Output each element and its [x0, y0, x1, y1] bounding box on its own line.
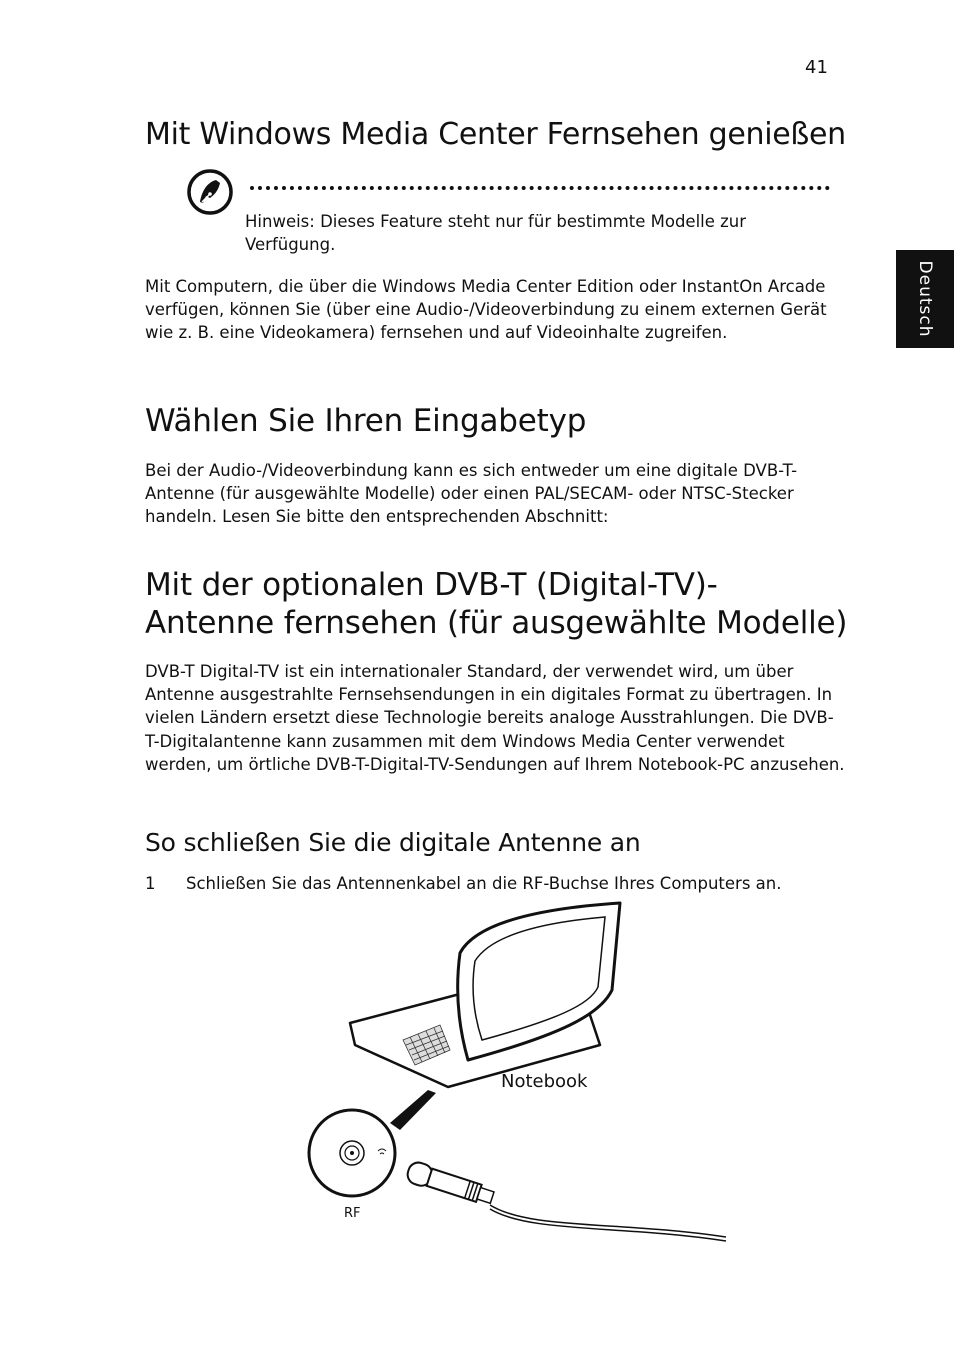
connect-heading: So schließen Sie die digitale Antenne an [145, 828, 641, 857]
dvbt-heading-line1: Mit der optionalen DVB-T (Digital-TV)- [145, 567, 718, 603]
note-label: Hinweis: [245, 212, 315, 231]
dvbt-heading-line2: Antenne fernsehen (für ausgewählte Modelle) [145, 605, 848, 641]
dvbt-paragraph: DVB-T Digital-TV ist ein internationaler Standard, der verwendet wird, um über Antenne ausgestrahlte Fernsehsendungen in ein digitales Format zu übertragen. In vielen Ländern ersetzt diese Technologie bereits analoge Ausstrahlungen. Die DVB-T-Digitalantenne kann zusammen mit dem Windows Media Center verwendet werden, um örtliche DVB-T-Digital-TV-Sendungen auf Ihrem Notebook-PC anzusehen. [145, 662, 845, 774]
note-pen-icon [186, 168, 234, 220]
language-tab [896, 250, 954, 348]
page-number: 41 [805, 57, 828, 78]
note-divider [250, 186, 830, 190]
tv-paragraph: Mit Computern, die über die Windows Media Center Edition oder InstantOn Arcade verfügen, können Sie (über eine Audio-/Videoverbindung zu einem externen Gerät wie z. B. eine Videokamera) fernsehen und auf Videoinhalte zugreifen. [145, 277, 827, 343]
note-text [245, 210, 805, 256]
input-type-paragraph: Bei der Audio-/Videoverbindung kann es sich entweder um eine digitale DVB-T-Antenne (für ausgewählte Modelle) oder einen PAL/SECAM- oder NTSC-Stecker handeln. Lesen Sie bitte den entsprechenden Abschnitt: [145, 461, 798, 527]
note-body: Dieses Feature steht nur für bestimmte Modelle zur Verfügung. [245, 212, 747, 255]
tv-heading: Mit Windows Media Center Fernsehen genießen [145, 117, 846, 152]
language-tab-label: Deutsch [915, 260, 935, 338]
input-type-heading: Wählen Sie Ihren Eingabetyp [145, 403, 587, 439]
notebook-label: Notebook [501, 1071, 588, 1092]
step-number: 1 [145, 874, 156, 893]
rf-label: RF [344, 1206, 361, 1221]
step-text: Schließen Sie das Antennenkabel an die RF-Buchse Ihres Computers an. [186, 874, 782, 893]
